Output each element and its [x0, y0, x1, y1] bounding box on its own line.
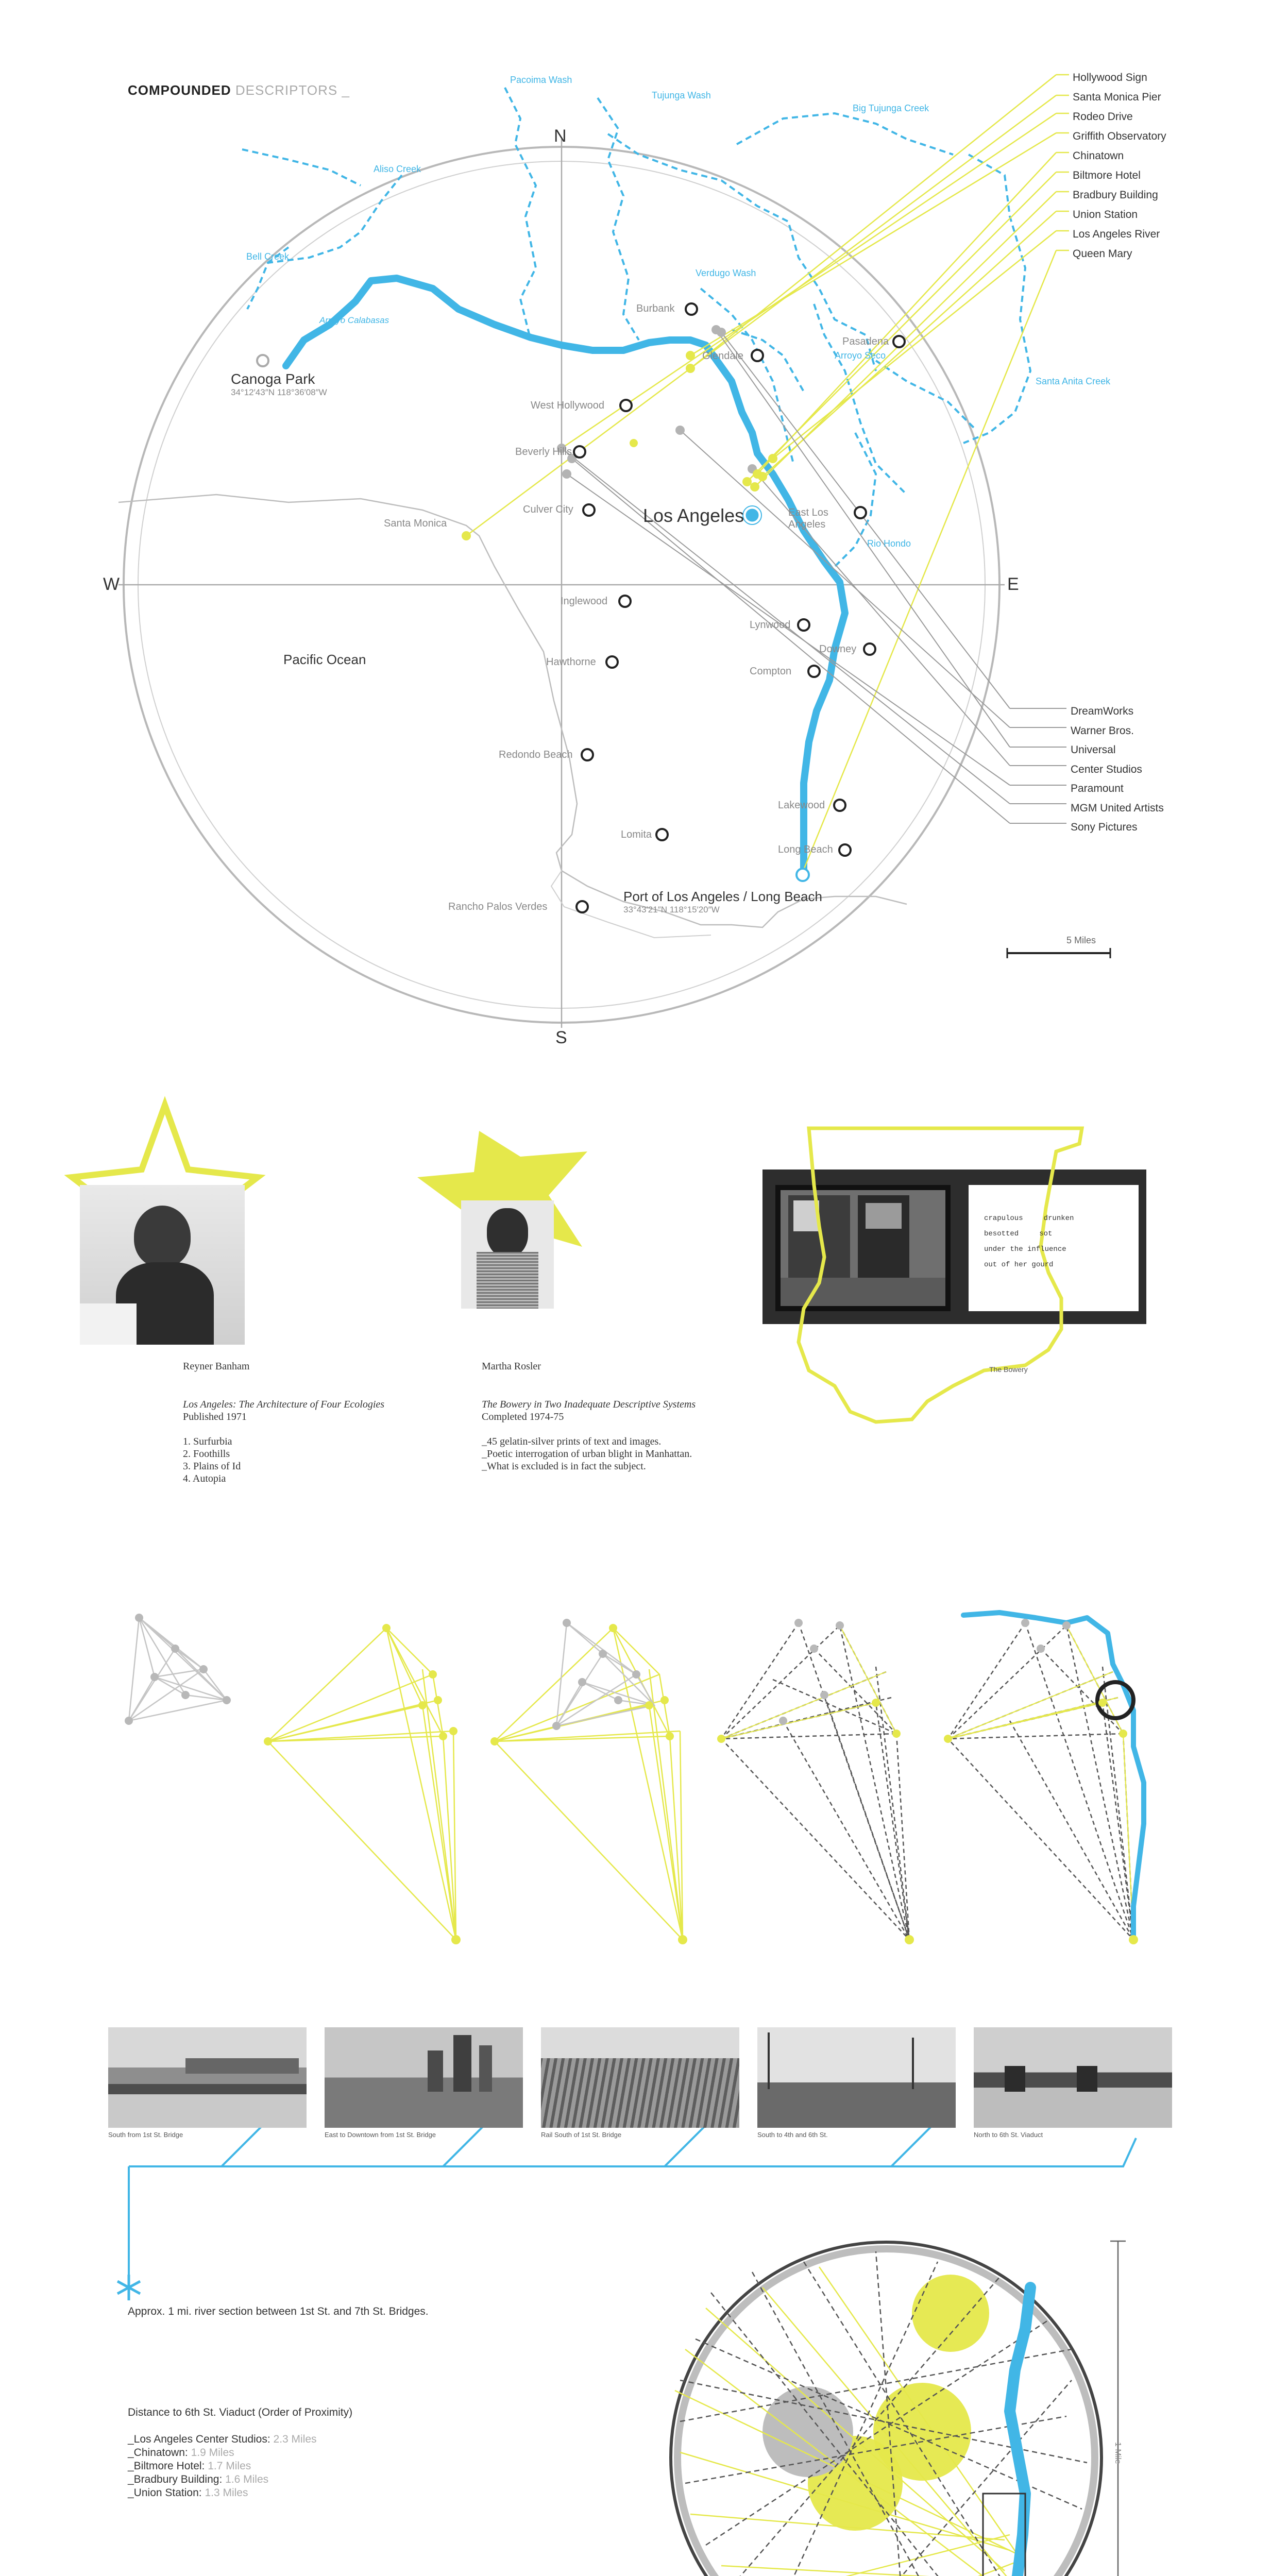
los-angeles-river — [286, 278, 845, 876]
banham-list-item: 4. Autopia — [183, 1473, 226, 1484]
bowery-word: sot — [1039, 1230, 1053, 1238]
network-5 — [948, 1623, 1133, 1940]
river-approx: Approx. 1 mi. river section between 1st St. and 7th St. Bridges. — [128, 2306, 429, 2317]
port-name: Port of Los Angeles / Long Beach — [623, 889, 822, 904]
muni-rancho-palos-verdes: Rancho Palos Verdes — [448, 901, 548, 912]
page-title-light: DESCRIPTORS _ — [235, 82, 350, 98]
banham-list-item: 3. Plains of Id — [183, 1461, 241, 1472]
river-tributaries — [242, 88, 1030, 567]
rosler-name: Martha Rosler — [482, 1361, 541, 1372]
muni-west-hollywood: West Hollywood — [531, 400, 605, 411]
distance-value: 1.6 Miles — [225, 2473, 269, 2485]
coastline — [118, 495, 907, 927]
distance-row — [128, 2433, 352, 2446]
distance-row — [128, 2486, 352, 2500]
landmark-item: Bradbury Building — [1073, 189, 1158, 201]
convergence-diagram — [671, 2242, 1101, 2576]
distance-title: Distance to 6th St. Viaduct (Order of Proximity) — [128, 2406, 353, 2418]
waterway-santa-anita: Santa Anita Creek — [1036, 376, 1111, 386]
waterway-pacoima: Pacoima Wash — [510, 75, 572, 85]
waterway-verdugo: Verdugo Wash — [696, 268, 756, 278]
landmark-item: Los Angeles River — [1073, 228, 1160, 240]
waterway-big-tujunga: Big Tujunga Creek — [853, 103, 929, 113]
muni-culver-city: Culver City — [523, 504, 573, 515]
compass-east: E — [1007, 574, 1019, 594]
rosler-list-item: _45 gelatin-silver prints of text and images. — [482, 1436, 662, 1447]
la-dot — [745, 508, 759, 522]
distance-value: 1.7 Miles — [208, 2460, 251, 2472]
waterway-arroyo-seco: Arroyo Seco — [835, 350, 886, 361]
network-4 — [721, 1623, 909, 1940]
port-label — [623, 889, 822, 915]
bowery-word: crapulous — [984, 1214, 1023, 1223]
bowery-word: out of her gourd — [984, 1261, 1054, 1269]
river-photo-caption-2: East to Downtown from 1st St. Bridge — [325, 2131, 436, 2139]
banham-list-item: 1. Surfurbia — [183, 1436, 232, 1447]
distance-label: _Los Angeles Center Studios: — [128, 2433, 270, 2445]
waterway-bell: Bell Creek — [246, 251, 290, 262]
canoga-park-dot — [257, 355, 268, 366]
map-scale-label: 5 Miles — [1066, 935, 1096, 945]
landmark-item: Hollywood Sign — [1073, 72, 1147, 83]
port-coords: 33°43′21″N 118°15′20″W — [623, 905, 720, 914]
studio-item: MGM United Artists — [1071, 802, 1164, 814]
muni-lomita: Lomita — [621, 829, 652, 840]
studio-item: Universal — [1071, 744, 1116, 756]
landmark-item: Chinatown — [1073, 150, 1124, 162]
landmark-item: Griffith Observatory — [1073, 130, 1166, 142]
muni-pasadena: Pasadena — [842, 336, 889, 347]
map-circle-group — [118, 139, 1005, 1028]
landmark-item: Rodeo Drive — [1073, 111, 1133, 123]
waterway-aliso: Aliso Creek — [374, 164, 421, 174]
river-photo-1 — [108, 2027, 307, 2128]
distance-label: _Bradbury Building: — [128, 2473, 223, 2485]
port-dot — [796, 869, 809, 881]
muni-east-la: East Los Angeles — [788, 507, 828, 530]
bowery-word: under the influence — [984, 1245, 1066, 1253]
distance-block — [128, 2406, 352, 2500]
distance-value: 1.9 Miles — [191, 2447, 234, 2459]
distance-value: 1.3 Miles — [205, 2487, 248, 2499]
distance-row — [128, 2446, 352, 2460]
studio-item: Warner Bros. — [1071, 724, 1134, 737]
studio-item: DreamWorks — [1071, 705, 1134, 717]
studio-ticks — [1010, 708, 1066, 823]
muni-downey: Downey — [819, 643, 857, 655]
rosler-completed: Completed 1974-75 — [482, 1411, 564, 1422]
waterway-calabasas: Arroyo Calabasas — [319, 315, 389, 325]
landmark-item: Union Station — [1073, 209, 1138, 221]
distance-row — [128, 2473, 352, 2486]
muni-burbank: Burbank — [636, 303, 675, 314]
bowery-word: drunken — [1043, 1214, 1074, 1223]
muni-glendale: Glendale — [702, 350, 744, 362]
studio-item: Center Studios — [1071, 763, 1142, 775]
river-photo-3 — [541, 2027, 739, 2128]
bowery-word: besotted — [984, 1230, 1019, 1238]
muni-hawthorne: Hawthorne — [546, 656, 596, 668]
canoga-park-label — [231, 371, 327, 398]
muni-compton: Compton — [750, 666, 792, 677]
mile-scale-label: 1 Mile — [1113, 2442, 1122, 2464]
muni-beverly-hills: Beverly Hills — [515, 446, 572, 457]
river-photo-caption-4: South to 4th and 6th St. — [757, 2131, 828, 2139]
rosler-list-item: _Poetic interrogation of urban blight in Manhattan. — [482, 1448, 692, 1460]
river-photo-4 — [757, 2027, 956, 2128]
landmark-ticks — [1056, 75, 1069, 250]
landmark-list — [1073, 68, 1166, 264]
river-asterisk — [117, 2275, 140, 2300]
compass-west: W — [103, 574, 120, 594]
studio-item: Paramount — [1071, 783, 1124, 794]
distance-label: _Union Station: — [128, 2487, 202, 2499]
banham-published: Published 1971 — [183, 1411, 247, 1422]
landmark-item: Santa Monica Pier — [1073, 91, 1161, 103]
la-label: Los Angeles — [643, 505, 744, 526]
studio-list — [1071, 702, 1164, 837]
canoga-park-name: Canoga Park — [231, 371, 315, 387]
river-photo-5 — [974, 2027, 1172, 2128]
bowery-label: The Bowery — [989, 1365, 1028, 1374]
compass-south: S — [555, 1028, 567, 1047]
distance-row — [128, 2460, 352, 2473]
rosler-list-item: _What is excluded is in fact the subject. — [482, 1461, 646, 1472]
network-1 — [129, 1618, 227, 1721]
rosler-work: The Bowery in Two Inadequate Descriptive Systems — [482, 1399, 696, 1410]
canoga-park-coords: 34°12′43″N 118°36′08″W — [231, 387, 327, 397]
distance-label: _Chinatown: — [128, 2447, 188, 2459]
muni-inglewood: Inglewood — [561, 596, 608, 607]
distance-label: _Biltmore Hotel: — [128, 2460, 205, 2472]
compass-north: N — [554, 126, 567, 146]
landmark-item: Queen Mary — [1073, 248, 1132, 260]
photo-connectors — [129, 2125, 1136, 2277]
river-photo-caption-3: Rail South of 1st St. Bridge — [541, 2131, 622, 2139]
landmark-item: Biltmore Hotel — [1073, 170, 1141, 181]
muni-long-beach: Long Beach — [778, 844, 833, 855]
river-photo-2 — [325, 2027, 523, 2128]
river-photo-caption-1: South from 1st St. Bridge — [108, 2131, 183, 2139]
page-title — [128, 82, 350, 98]
banham-name: Reyner Banham — [183, 1361, 250, 1372]
distance-value: 2.3 Miles — [273, 2433, 317, 2445]
studio-item: Sony Pictures — [1071, 821, 1138, 833]
rosler-block — [482, 1360, 770, 1472]
muni-lynwood: Lynwood — [750, 619, 791, 631]
network-2 — [268, 1628, 456, 1940]
banham-block — [183, 1360, 471, 1485]
mile-scale — [1110, 2241, 1126, 2576]
waterway-tujunga: Tujunga Wash — [652, 90, 711, 100]
muni-lakewood: Lakewood — [778, 800, 825, 811]
muni-santa-monica: Santa Monica — [384, 518, 447, 529]
banham-list-item: 2. Foothills — [183, 1448, 230, 1460]
ocean-label: Pacific Ocean — [283, 652, 366, 667]
river-photo-caption-5: North to 6th St. Viaduct — [974, 2131, 1043, 2139]
bowery-text-words — [984, 1211, 1128, 1273]
waterway-rio-hondo: Rio Hondo — [867, 538, 911, 549]
banham-photo — [80, 1185, 245, 1345]
page-title-bold: COMPOUNDED — [128, 82, 231, 98]
rosler-photo — [461, 1200, 554, 1309]
muni-redondo: Redondo Beach — [499, 749, 573, 760]
banham-work: Los Angeles: The Architecture of Four Ecologies — [183, 1399, 385, 1410]
